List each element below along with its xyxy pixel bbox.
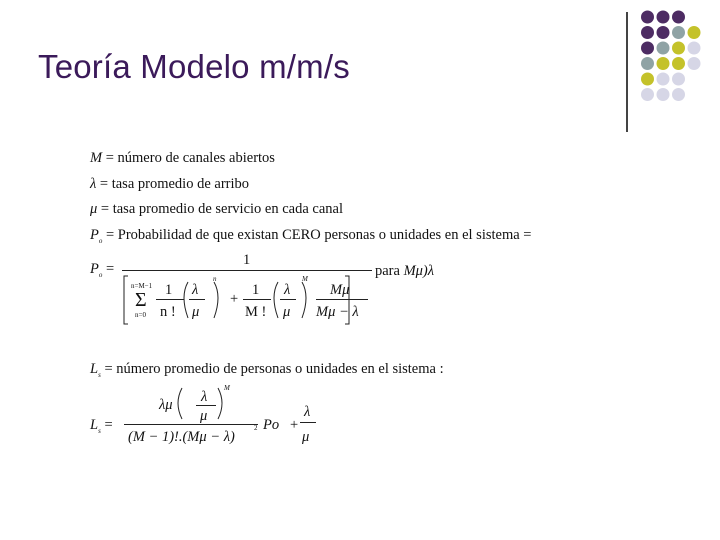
po-frac1-den: μ [192,304,200,320]
ls-pow-m: M [224,384,230,392]
po-frac1-bar [189,299,205,300]
decorative-dot [641,11,654,24]
ls-plus: + [290,417,299,433]
ls-num-lead: λμ [159,397,173,413]
ls-frac-num: λ [201,389,208,405]
po-frac2-num: λ [284,282,291,298]
ls-den-pow: 2 [254,424,258,432]
po-plus: + [230,291,239,307]
decorative-dot [657,88,670,101]
ls-po: Po [263,417,280,433]
po-t2-bar [243,299,271,300]
def-ls: $L_s$ = número promedio de personas o unidades en el sistema : [90,361,444,379]
ls-lhs: $L_s$ = [90,417,113,435]
decorative-dot [688,57,701,70]
decorative-dot [641,88,654,101]
decorative-dot [657,57,670,70]
decorative-dot [641,57,654,70]
po-t2-num: 1 [252,282,260,298]
ls-frac-bar [196,405,216,406]
po-condition: para Mμ)λ [375,263,435,279]
po-frac2-bar [280,299,296,300]
decorative-dot [672,11,685,24]
po-t3-den: Mμ − λ [316,304,359,320]
def-lambda: λ = tasa promedio de arribo [90,176,250,192]
decorative-dot [657,26,670,39]
po-t3-num: Mμ [330,282,350,298]
po-sum-bottom: n=0 [135,311,146,319]
ls-t-bar [300,422,316,423]
decorative-dot [641,26,654,39]
decorative-dot [688,26,701,39]
ls-t-den: μ [302,429,310,445]
ls-t-num: λ [304,404,311,420]
decorative-dot [672,57,685,70]
po-t1-den: n ! [160,304,176,320]
decorative-dot [641,73,654,86]
po-frac2-den: μ [283,304,291,320]
po-lhs: $P_o$ = [90,261,115,279]
po-pow-m: M [302,275,308,283]
decorative-dot [641,42,654,55]
decorative-dot [672,26,685,39]
decorative-dot [657,73,670,86]
decorative-dot [672,88,685,101]
ls-denominator: (M − 1)!.(Mμ − λ) [128,429,235,445]
def-m: M = número de canales abiertos [90,150,275,166]
po-sum-top: n=M−1 [131,282,153,290]
decorative-dot [657,42,670,55]
decorative-dot [657,11,670,24]
po-t1-bar [156,299,184,300]
def-mu: μ = tasa promedio de servicio en cada canal [90,201,343,217]
ls-frac-den: μ [200,408,208,424]
decorative-dot [672,42,685,55]
po-fraction-bar [122,270,372,271]
po-t3-bar [316,299,368,300]
divider-line [626,12,628,132]
po-frac1-num: λ [192,282,199,298]
po-t2-den: M ! [245,304,267,320]
po-numerator: 1 [243,252,251,268]
def-po: $P_o$ = Probabilidad de que existan CERO personas o unidades en el sistema = [90,227,532,245]
po-sum-sign: Σ [135,289,147,311]
slide-title: Teoría Modelo m/m/s [38,48,350,85]
po-t1-num: 1 [165,282,173,298]
po-pow-n: n [213,275,217,283]
ls-main-bar [124,424,258,425]
decorative-dot [688,42,701,55]
decorative-dot [672,73,685,86]
